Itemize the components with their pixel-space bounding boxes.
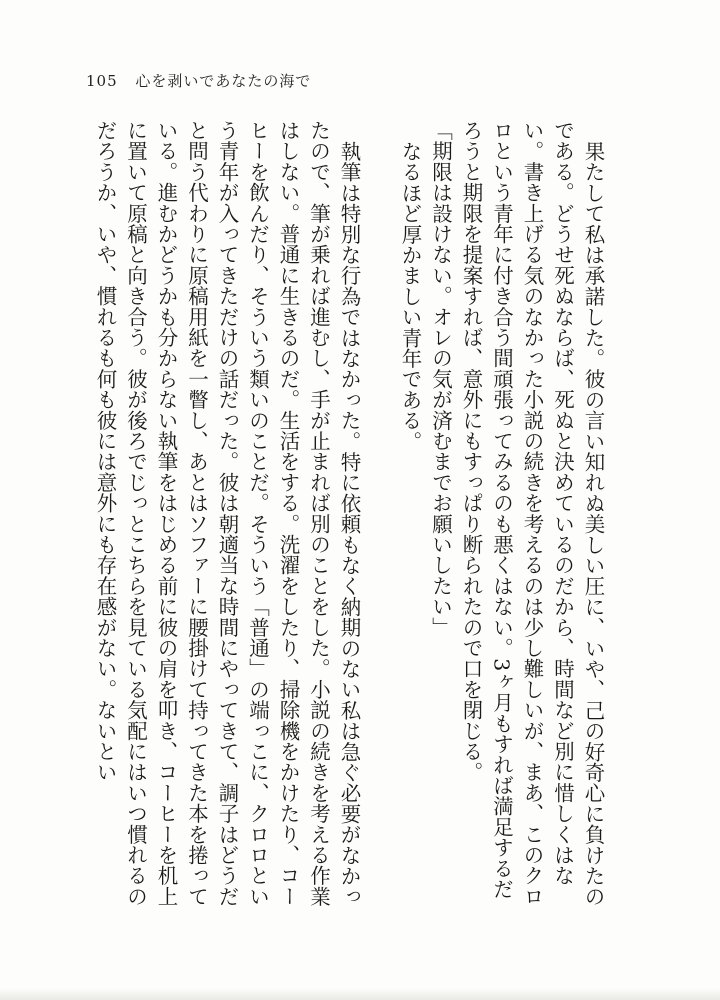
page-number: 105 [86,72,118,90]
running-header [86,70,311,91]
page-bottom-edge [0,988,720,1000]
paragraph-3: 執筆は特別な行為ではなかった。特に依頼もなく納期のない私は急ぐ必要がなかったので、筆が乗れば進むし、手が止まれば別のことをした。小説の続きを考える作業はしない。普通に生きるのだ。生活をする。洗濯をしたり、掃除機をかけたり、コーヒーを飲んだり、そういう類いのことだ。そういう「普通」の端っこに、クロロという青年が入ってきただけの話だった。彼は朝適当な時間にやってきて、調子はどうだと問う代わりに原稿用紙を一瞥し、あとはソファーに腰掛けて持ってきた本を捲っている。進むかどうかも分からない執筆をはじめる前に彼の肩を叩き、コーヒーを机上に置いて原稿と向き合う。彼が後ろでじっとこちらを見ている気配にはいつ慣れるのだろうか、いや、慣れるも何も彼には意外にも存在感がない。ないとい [93,120,361,907]
paragraph-1: 果たして私は承諾した。彼の言い知れぬ美しい圧に、いや、己の好奇心に負けたのである。どうせ死ぬならば、死ぬと決めているのだから、時間など別に惜しくはない。書き上げる気のなかった小説の続きを考えるのは少し難しいが、まあ、このクロロという青年に付き合う間頑張ってみるのも悪くはない。3ヶ月もすれば満足するだろうと期限を提案すれば、意外にもすっぱり断られたので口を閉じる。 [459,120,605,907]
vertical-body-text [88,120,608,910]
chapter-title: 心を剥いであなたの海で [135,72,312,90]
paragraph-2: なるほど厚かましい青年である。 [398,140,422,451]
blank-line [364,120,395,910]
dialogue-line: 「期限は設けない。オレの気が済むまでお願いしたい」 [428,120,453,638]
